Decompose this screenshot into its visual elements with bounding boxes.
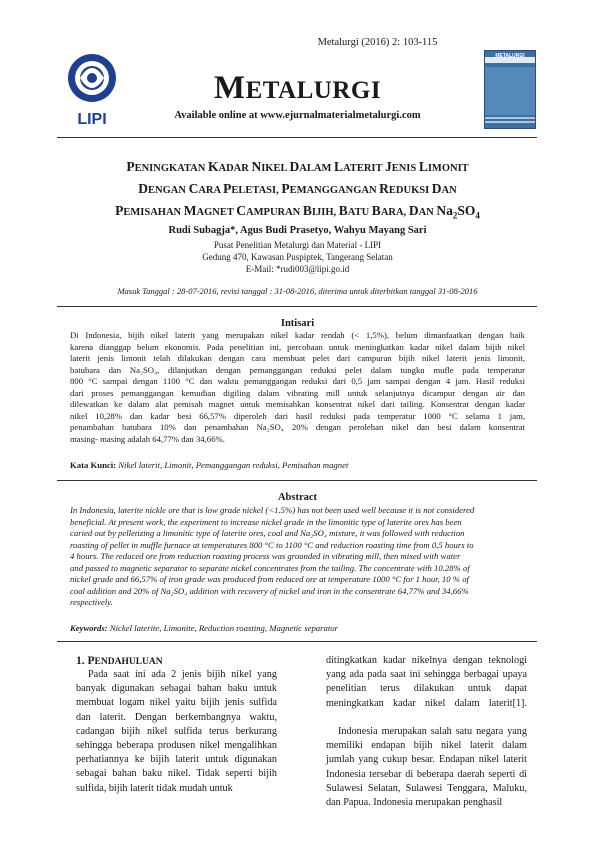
text-line: ditingkatkan kadar nikelnya dengan teknologi: [326, 655, 527, 666]
text-line: nikel 10,28% dan kadar besi 66,57% diperoleh dari hasil reduksi pada temperatur 1000 °C selama 1 jam,: [70, 410, 525, 421]
journal-name-initial: M: [213, 70, 246, 106]
submission-dates: Masuk Tanggal : 28-07-2016, revisi tanggal : 31-08-2016, diterima untuk diterbitkan tanggal 31-08-2016: [117, 286, 478, 296]
title-cap: J: [384, 159, 392, 174]
title-cap: B: [338, 203, 348, 218]
title-cap: L: [334, 159, 344, 174]
text-line: penelitian terus dilakukan untuk dapat: [326, 683, 527, 695]
journal-name-rest: ETALURGI: [245, 77, 382, 104]
text-line: meningkatkan kadar nikel dalam laterit[1].: [326, 697, 527, 709]
title-rest: ARA,: [380, 207, 409, 218]
abstract-divider: [57, 641, 537, 642]
title-rest: AN: [418, 207, 437, 218]
title-cap: D: [408, 203, 419, 218]
title-rest: EMISAHAN: [123, 207, 184, 218]
title-rest: ENGAN: [148, 185, 189, 196]
title-rest: ENINGKATAN: [134, 163, 208, 174]
text-line: nickel grade and 66,57% of iron grade was produced from reduced ore at temperature 1000 °C for 1 hour, 10 % of: [70, 574, 469, 584]
title-rest: EMANGGANGAN: [289, 185, 380, 196]
text-line: dan Papua. Indonesia merupakan penghasil: [326, 797, 503, 809]
journal-url: Available online at www.ejurnalmaterialmetalurgi.com: [174, 110, 421, 121]
text-line: Indonesia merupakan salah satu negara yang: [338, 726, 527, 738]
title-rest: IJIH,: [311, 207, 339, 218]
header-divider: [57, 137, 537, 138]
text-line: memiliki endapan bijih nikel laterit dalam: [326, 740, 527, 752]
text-line: respectively.: [70, 597, 113, 607]
title-cap: P: [115, 203, 124, 218]
title-cap: C: [188, 181, 199, 196]
kata-kunci-label: Kata Kunci:: [70, 460, 117, 470]
text-line: coal addition and 20% of Na₂SO₄ addition with recovery of nickel and iron in the consentrate 64,77% and 34,66%: [70, 585, 469, 596]
intisari-heading: Intisari: [280, 318, 315, 329]
intisari-divider: [57, 480, 537, 481]
title-rest: AGNET: [196, 207, 237, 218]
title-rest: ARA: [198, 185, 224, 196]
title-cap: L: [418, 159, 428, 174]
section-heading-pendahuluan: [76, 655, 163, 667]
title-rest: ATU: [347, 207, 372, 218]
affiliation-line: Pusat Penelitian Metalurgi dan Material - LIPI: [213, 240, 382, 250]
section-initial: P: [87, 655, 95, 667]
text-line: laterit jenis limonit telah dilakukan dengan cara membuat pelet dari campuran bijih nikel laterit jenis limonit,: [70, 353, 525, 363]
text-line: [326, 711, 527, 725]
title-line: [60, 179, 535, 201]
title-cap: M: [183, 203, 197, 218]
title-rest: IKEL: [261, 163, 290, 174]
text-line: penambahan batubara 10% dan penambahan Na₂SO₄ 20% dengan perolehan nikel dan besi dalam konsentrat: [70, 422, 525, 432]
cover-title: METALURGI: [495, 53, 525, 59]
authors: Rudi Subagja*, Agus Budi Prasetyo, Wahyu Mayang Sari: [168, 225, 427, 236]
title-cap: P: [281, 181, 290, 196]
title-line: [60, 201, 535, 226]
title-rest: ATERIT: [343, 163, 385, 174]
title-rest: ADAR: [218, 163, 252, 174]
text-line: karena dianggap belum ekonomis. Pada penelitian ini, percobaan untuk meningkatkan kadar nikel dalam bijih nikel: [70, 341, 525, 352]
intisari-text: [70, 330, 525, 445]
keywords-label: Keywords:: [70, 623, 108, 633]
kata-kunci: [70, 460, 525, 470]
title-cap: D: [289, 159, 300, 174]
title-cap: B: [302, 203, 312, 218]
title-cap: R: [379, 181, 389, 196]
title-rest: IMONIT: [427, 163, 469, 174]
title-cap: SO: [457, 203, 476, 218]
text-line: yang ada pada saat ini sehingga berbagai upaya: [326, 669, 527, 681]
text-line: dilewatkan ke dalam alat pemisah magnet untuk memisahkan konsentrat nikel dari tailing. Konsentrat dengan kadar: [70, 399, 525, 409]
kata-kunci-list: Nikel laterit, Limonit, Pemanggangan reduksi, Pemisahan magnet: [116, 460, 349, 470]
title-cap: D: [431, 181, 442, 196]
journal-name: [0, 70, 595, 107]
text-line: banyak digunakan sebagai bahan baku untuk: [76, 683, 277, 695]
text-line: dari proses pemanggangan kemudian digiling dalam vibrating mill untuk selanjutnya dicampur dengan air dan: [70, 387, 525, 398]
text-line: perhatiannya ke bijih laterit untuk digunakan: [76, 754, 277, 766]
abstract-text: [70, 505, 525, 609]
text-line: dan laterit. Dengan berkembangnya waktu,: [76, 711, 277, 723]
title-line: [60, 157, 535, 179]
text-line: membuat logam nikel yaitu bijih jenis sulfida: [76, 697, 277, 709]
text-line: In Indonesia, laterite nickle ore that is low grade nickel (<1.5%) has not been used well because it is not considered: [70, 505, 475, 515]
title-cap: P: [126, 159, 135, 174]
title-cap: N: [251, 159, 262, 174]
affiliation-email: E-Mail: *rudi003@lipi.go.id: [245, 264, 350, 274]
title-rest: AMPURAN: [246, 207, 303, 218]
keywords: [70, 623, 525, 633]
text-line: sehingga beberapa produsen nikel mengalihkan: [76, 740, 277, 752]
title-rest: ELETASI,: [231, 185, 282, 196]
text-line: Pada saat ini ada 2 jenis bijih nikel yang: [88, 669, 277, 680]
title-cap: K: [207, 159, 219, 174]
title-rest: AN: [441, 185, 457, 196]
text-line: cadangan bijih nikel sulfida terus berkurang: [76, 725, 277, 737]
text-line: 4 hours. The reduced ore from reduction roasting process was grounded in vibrating mill, then mixed with water: [70, 551, 461, 561]
title-rest: 2: [452, 210, 458, 221]
text-line: beneficial. At present work, the experiment to increase nickel grade in the limonitic type of laterite ores has been: [70, 516, 462, 527]
text-line: caried out by pelletizing a limonitic type of laterite ores, coal and Na₂SO₄ mixture, it was followed with reduction: [70, 528, 465, 538]
text-line: roasting of pellet in muffle furnace at temperatures 800 °C to 1100 °C and reduction roasting time from 0,5 hours to: [70, 539, 474, 550]
text-line: and passed to magnetic separator to separate nickel concentrates from the tailing. The concentrate with 10.28% of: [70, 562, 470, 573]
title-cap: B: [371, 203, 381, 218]
title-cap: D: [138, 181, 149, 196]
text-line: jumlah yang cukup besar. Endapan nikel laterit: [326, 754, 527, 766]
left-column-text: [76, 668, 277, 796]
text-line: sebagai bahan baku nikel. Tidak seperti bijih: [76, 768, 277, 780]
keywords-list: Nickel laterite, Limonite, Reduction roasting, Magnetic separator: [107, 623, 339, 633]
text-line: 800 °C sampai dengan 1100 °C dan waktu pemanggangan reduksi dari 0,5 jam sampai dengan 4 jam. Hasil reduksi: [70, 376, 525, 386]
dates-divider: [57, 306, 537, 307]
title-rest: 4: [475, 210, 480, 221]
abstract-heading: Abstract: [277, 492, 318, 503]
logo-text: LIPI: [77, 111, 107, 128]
affiliation-line: Gedung 470, Kawasan Puspiptek, Tangerang Selatan: [202, 252, 393, 262]
text-line: Indonesia tersebar di beberapa daerah seperti di: [326, 768, 527, 780]
title-rest: EDUKSI: [388, 185, 432, 196]
text-line: batubara dan Na₂SO₄, dilanjutkan dengan pemanggangan reduksi pelet dalam tungku mufle pada temperatur: [70, 364, 525, 375]
title-cap: C: [236, 203, 247, 218]
section-title-rest: ENDAHULUAN: [94, 657, 163, 667]
text-line: Sulawesi Selatan, Sulawesi Tenggara, Maluku,: [326, 782, 527, 794]
text-line: sulfida, bijih laterit tidak mudah untuk: [76, 782, 233, 794]
title-rest: ALAM: [299, 163, 334, 174]
paper-title: [60, 157, 535, 226]
text-line: masing- masing adalah 64,77% dan 34,66%.: [70, 433, 225, 444]
journal-reference: Metalurgi (2016) 2: 103-115: [317, 37, 438, 48]
title-rest: ENIS: [391, 163, 419, 174]
text-line: Di Indonesia, bijih nikel laterit yang merupakan nikel kadar rendah (< 1,5%), belum dimanfaatkan dengan baik: [70, 330, 525, 340]
title-cap: Na: [436, 203, 453, 218]
section-number: 1.: [76, 655, 88, 667]
right-column-text: [326, 654, 527, 810]
title-cap: P: [223, 181, 232, 196]
